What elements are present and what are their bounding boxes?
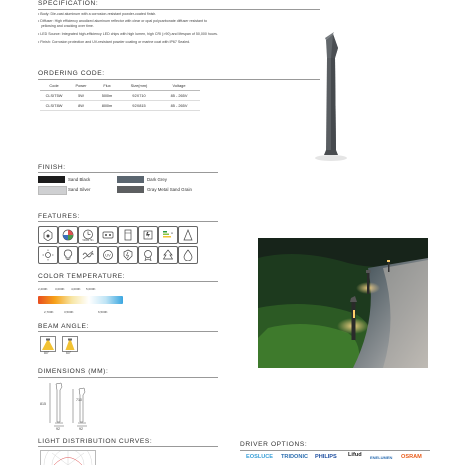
feature-power-factor-box: [138, 226, 158, 244]
light-distribution-curve: [40, 450, 96, 465]
ct-bottom-label: 2,700K: [44, 310, 54, 314]
ordering-table-wrap: [40, 81, 200, 111]
ordering-title: ORDERING CODE:: [38, 70, 105, 77]
uv-free-icon: [102, 249, 114, 261]
ct-top-label: 2,200K: [38, 287, 48, 291]
col-header: Size(mm): [130, 83, 148, 88]
outdoor-installation-photo: [258, 238, 428, 368]
finish-swatch-sand-silver: [38, 186, 67, 195]
cell: 800lm: [101, 103, 113, 108]
aluminum-body-icon: [122, 229, 134, 241]
driver-options-underline: [240, 450, 430, 451]
beam-angle-label: 80°: [44, 351, 50, 355]
svg-text:UV: UV: [105, 252, 111, 258]
svg-text:A: A: [171, 230, 174, 235]
dimension-height-a: 815: [40, 402, 46, 406]
specification-list: [38, 12, 328, 45]
sun-sensor-icon: [42, 249, 54, 261]
driver-brand-osram: OSRAM: [401, 454, 422, 460]
cri-icon: [62, 229, 74, 241]
driver-options-title: DRIVER OPTIONS:: [240, 441, 308, 448]
feature-sun-sensor-box: [38, 246, 58, 264]
cell: 500lm: [101, 93, 113, 98]
features-underline: [38, 221, 218, 222]
beam-angle-80-box: [40, 336, 56, 352]
cell: 85 - 265V: [170, 103, 188, 108]
beam-angle-title: BEAM ANGLE:: [38, 323, 89, 330]
feature-ip-rating-box: [38, 226, 58, 244]
spec-item: • Finish: Corrosion protection and UV-resistant powder coating or marine coat with IP67 Sealed.: [38, 39, 191, 44]
power-factor-icon: [142, 229, 154, 241]
driver-brand-lifud: Lifud: [348, 452, 362, 458]
feature-uv-free-box: [98, 246, 118, 264]
driver-brand-tridonic: TRIDONIC: [281, 454, 309, 460]
dimmable-icon: [62, 249, 74, 261]
surge-protection-icon: [122, 249, 134, 261]
color-temperature-gradient-bar: [38, 296, 123, 304]
beam-angle-underline: [38, 331, 218, 332]
color-temperature-title: COLOR TEMPERATURE:: [38, 273, 126, 280]
finish-label: Sand Silver: [68, 187, 91, 192]
feature-flicker-free-box: [78, 246, 98, 264]
col-header: Code: [49, 83, 59, 88]
col-header: Voltage: [172, 83, 186, 88]
feature-aluminum-body-box: [118, 226, 138, 244]
beam-angle-60-box: [62, 336, 78, 352]
spec-item: • LED Source: Integrated high-efficiency LED chips with high lumen, high CRI (>90) and lifespan of 50,000 hours.: [38, 31, 218, 36]
finish-label: Dark Grey: [147, 177, 168, 182]
cell: 92X815: [132, 103, 146, 108]
specification-title: SPECIFICATION:: [38, 0, 99, 7]
feature-warranty-box: [138, 246, 158, 264]
high-lumen-icon: [102, 229, 114, 241]
bollard-product-image: [300, 18, 360, 168]
ip-rating-icon: [42, 229, 54, 241]
cell: 5W: [78, 93, 84, 98]
dimensions-title: DIMENSIONS (MM):: [38, 368, 109, 375]
ct-top-label: 4,000K: [71, 287, 81, 291]
ct-bottom-label: 6,500K: [98, 310, 108, 314]
beam-angle-icon: [182, 229, 194, 241]
feature-lifespan-box: [78, 226, 98, 244]
feature-high-lumen-box: [98, 226, 118, 244]
driver-brand-enelumen: ENELUMEN: [370, 455, 393, 460]
anti-corrosion-icon: [182, 249, 194, 261]
col-header: Power: [75, 83, 87, 88]
ct-top-label: 5,000K: [86, 287, 96, 291]
spec-item: yellowing and cracking over time.: [41, 23, 94, 28]
col-header: Flux: [103, 83, 111, 88]
features-title: FEATURES:: [38, 213, 80, 220]
ordering-underline: [38, 79, 320, 80]
feature-outdoor-box: [158, 246, 178, 264]
light-distribution-underline: [38, 446, 218, 447]
finish-swatch-dark-grey: [117, 176, 144, 183]
outdoor-icon: [162, 249, 174, 261]
table-row: [40, 91, 200, 101]
dimension-width-b: 92: [79, 427, 83, 431]
finish-underline: [38, 172, 218, 173]
ct-top-label: 3,000K: [55, 287, 65, 291]
cell: 92X710: [132, 93, 146, 98]
finish-swatch-gray-metal-sand-grain: [117, 186, 144, 193]
beam-80-icon: [41, 337, 55, 351]
ordering-table: [40, 81, 200, 111]
feature-energy-class-box: [158, 226, 178, 244]
cell: CLSIT5W: [45, 93, 63, 98]
flicker-free-icon: [82, 249, 94, 261]
finish-label: Gray Metal Sand Grain: [147, 187, 192, 192]
color-temperature-underline: [38, 281, 218, 282]
spec-item: • Diffuser: High efficiency anodized aluminum reflector with clear or opal polycarbonate diffuser resistant to: [38, 18, 208, 23]
driver-brand-eosluce: EOSLUCE: [246, 454, 274, 460]
feature-caption: 50000 Hrs: [82, 239, 94, 243]
feature-beam-angle-box: [178, 226, 198, 244]
finish-title: FINISH:: [38, 164, 66, 171]
finish-swatch-sand-black: [38, 176, 65, 183]
driver-brand-philips: PHILIPS: [315, 454, 337, 460]
light-distribution-title: LIGHT DISTRIBUTION CURVES:: [38, 438, 153, 445]
dimension-height-b: 710: [76, 398, 82, 402]
cell: 85 - 265V: [170, 93, 188, 98]
beam-angle-label: 60°: [66, 351, 72, 355]
dimensions-underline: [38, 377, 218, 378]
cell: 8W: [78, 103, 84, 108]
table-row: [40, 101, 200, 111]
beam-60-icon: [63, 337, 77, 351]
cell: CLSIT8W: [45, 103, 63, 108]
dimension-drawing: [40, 380, 100, 430]
dimension-width-a: 92: [56, 427, 60, 431]
feature-surge-protection-box: [118, 246, 138, 264]
specification-underline: [38, 9, 320, 10]
table-header-row: [40, 81, 200, 91]
feature-cri-box: [58, 226, 78, 244]
warranty-icon: [142, 249, 154, 261]
feature-dimmable-box: [58, 246, 78, 264]
energy-class-icon: [162, 229, 174, 241]
feature-anti-corrosion-box: [178, 246, 198, 264]
ct-bottom-label: 3,500K: [64, 310, 74, 314]
spec-item: • Body: Die-cast aluminum with a corrosion-resistant powder-coated finish.: [38, 12, 157, 16]
finish-label: Sand Black: [68, 177, 91, 182]
